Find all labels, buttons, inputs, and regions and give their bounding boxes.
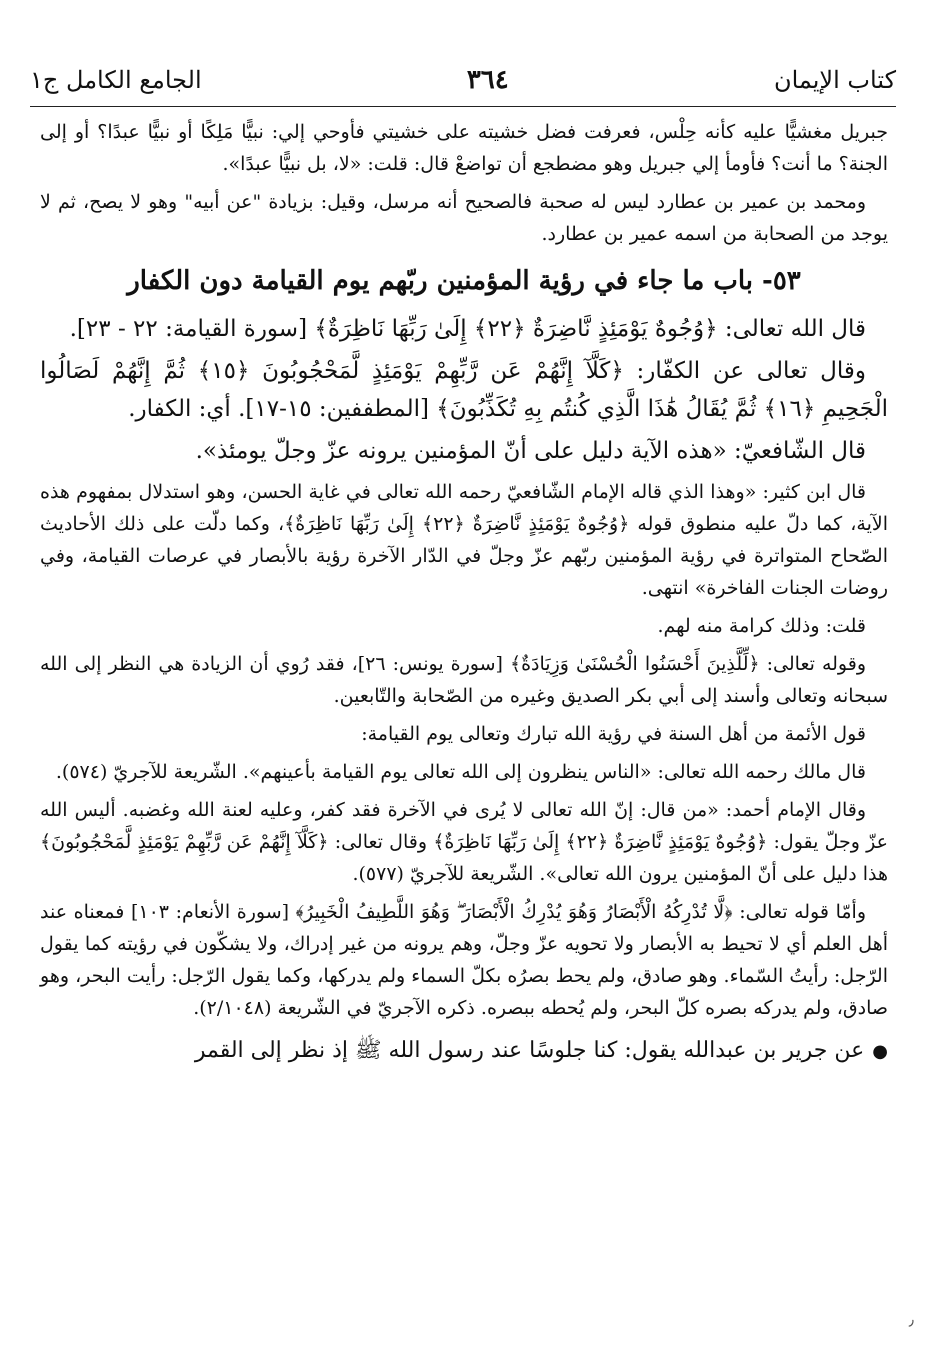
- jarir-hadith-text: عن جرير بن عبدالله يقول: كنا جلوسًا عند رسول الله ﷺ إذ نظر إلى القمر: [194, 1038, 865, 1063]
- paragraph-jarir-hadith: [40, 1032, 888, 1071]
- paragraph-ziyadah: وقوله تعالى: ﴿لِّلَّذِينَ أَحْسَنُوا الْحُسْنَىٰ وَزِيَادَةٌ﴾ [سورة يونس: ٢٦]، فقد رُوي أن الزيادة هي النظر إلى الله سبحانه وتعالى وأسند إلى أبي بكر الصديق وغيره من الصّحابة والتّابعين.: [40, 653, 888, 707]
- paragraph-qultu: قلت: وذلك كرامة منه لهم.: [657, 615, 866, 637]
- paragraph-ahmad: وقال الإمام أحمد: «من قال: إنّ الله تعالى لا يُرى في الآخرة فقد كفر، وعليه لعنة الله وغضبه. أليس الله عزّ وجلّ يقول: ﴿وُجُوهٌ يَوْمَئِذٍ نَّاضِرَةٌ ﴿٢٢﴾ إِلَىٰ رَبِّهَا نَاظِرَةٌ﴾ وقال تعالى: ﴿كَلَّآ إِنَّهُمْ عَن رَّبِّهِمْ يَوْمَئِذٍ لَّمَحْجُوبُونَ﴾ هذا دليل على أنّ المؤمنين يرون الله تعالى». الشّريعة للآجريّ (٥٧٧).: [40, 799, 888, 885]
- page-number: ٣٦٤: [466, 65, 509, 95]
- paragraph-imams-intro: قول الأئمة من أهل السنة في رؤية الله تبارك وتعالى يوم القيامة:: [361, 723, 866, 745]
- page-header: [30, 60, 896, 100]
- paragraph-malik: قال مالك رحمه الله تعالى: «الناس ينظرون إلى الله تعالى يوم القيامة بأعينهم». الشّريعة للآجريّ (٥٧٤).: [55, 761, 866, 783]
- page-body: [40, 116, 888, 1356]
- margin-mark: ٫: [908, 1310, 914, 1329]
- paragraph-ibn-kathir: قال ابن كثير: «وهذا الذي قاله الإمام الشّافعيّ رحمه الله تعالى في غاية الحسن، وهو استدلال بمفهوم هذه الآية، كما دلّ عليه منطوق قوله ﴿وُجُوهٌ يَوْمَئِذٍ نَّاضِرَةٌ ﴿٢٢﴾ إِلَىٰ رَبِّهَا نَاظِرَةٌ﴾، وكما دلّت على ذلك الأحاديث الصّحاح المتواترة في رؤية المؤمنين ربّهم عزّ وجلّ في الدّار الآخرة رؤية بالأبصار في عرصات القيامة، وفي روضات الجنات الفاخرة» انتهى.: [40, 481, 888, 599]
- paragraph-shafii: قال الشّافعيّ: «هذه الآية دليل على أنّ المؤمنين يرونه عزّ وجلّ يومئذ».: [195, 438, 866, 464]
- paragraph-quran-mutaffifin: وقال تعالى عن الكفّار: ﴿كَلَّآ إِنَّهُمْ عَن رَّبِّهِمْ يَوْمَئِذٍ لَّمَحْجُوبُونَ ﴿١٥﴾ ثُمَّ إِنَّهُمْ لَصَالُوا الْجَحِيمِ ﴿١٦﴾ ثُمَّ يُقَالُ هَٰذَا الَّذِي كُنتُم بِهِ تُكَذِّبُونَ﴾ [المطففين: ١٥-١٧]. أي: الكفار.: [40, 358, 888, 422]
- collection-title: الجامع الكامل ج١: [30, 66, 202, 94]
- paragraph-quran-qiyamah: قال الله تعالى: ﴿وُجُوهٌ يَوْمَئِذٍ نَّاضِرَةٌ ﴿٢٢﴾ إِلَىٰ رَبِّهَا نَاظِرَةٌ﴾ [سورة القيامة: ٢٢ - ٢٣].: [69, 316, 866, 342]
- chapter-heading: ٥٣- باب ما جاء في رؤية المؤمنين ربّهم يوم القيامة دون الكفار: [127, 266, 801, 296]
- book-title: كتاب الإيمان: [773, 66, 896, 94]
- paragraph-narrator-note: ومحمد بن عمير بن عطارد ليس له صحبة فالصحيح أنه مرسل، وقيل: بزيادة "عن أبيه" وهو لا يصح، ثم لا يوجد من الصحابة من اسمه عمير بن عطارد.: [40, 191, 888, 245]
- bullet-icon: ●: [872, 1041, 888, 1062]
- paragraph-anam: وأمّا قوله تعالى: ﴿لَّا تُدْرِكُهُ الْأَبْصَارُ وَهُوَ يُدْرِكُ الْأَبْصَارَ ۖ وَهُوَ اللَّطِيفُ الْخَبِيرُ﴾ [سورة الأنعام: ١٠٣] فمعناه عند أهل العلم أي لا تحيط به الأبصار ولا تحويه عزّ وجلّ، وهم يرونه من غير إدراك، ولا يشكّون في رؤيته كما يقول الرّجل: رأيتُ السّماء. وهو صادق، ولم يحط بصرُه بكلّ السماء ولم يدركها، وكما يقول الرّجل: رأيت البحر، وهو صادق، ولم يدركه بصره كلّ البحر، ولم يُحطه ببصره. ذكره الآجريّ في الشّريعة (٢/١٠٤٨).: [40, 901, 888, 1019]
- header-divider: [30, 106, 896, 107]
- paragraph-hadith-continuation: جبريل مغشيًّا عليه كأنه حِلْس، فعرفت فضل خشيته على خشيتي فأوحي إلي: نبيًّا مَلِكًا أو نبيًّا عبدًا؟ أو إلى الجنة؟ ما أنت؟ فأومأ إلي جبريل وهو مضطجع أن تواضعْ قال: قلت: «لا، بل نبيًّا عبدًا».: [40, 121, 888, 175]
